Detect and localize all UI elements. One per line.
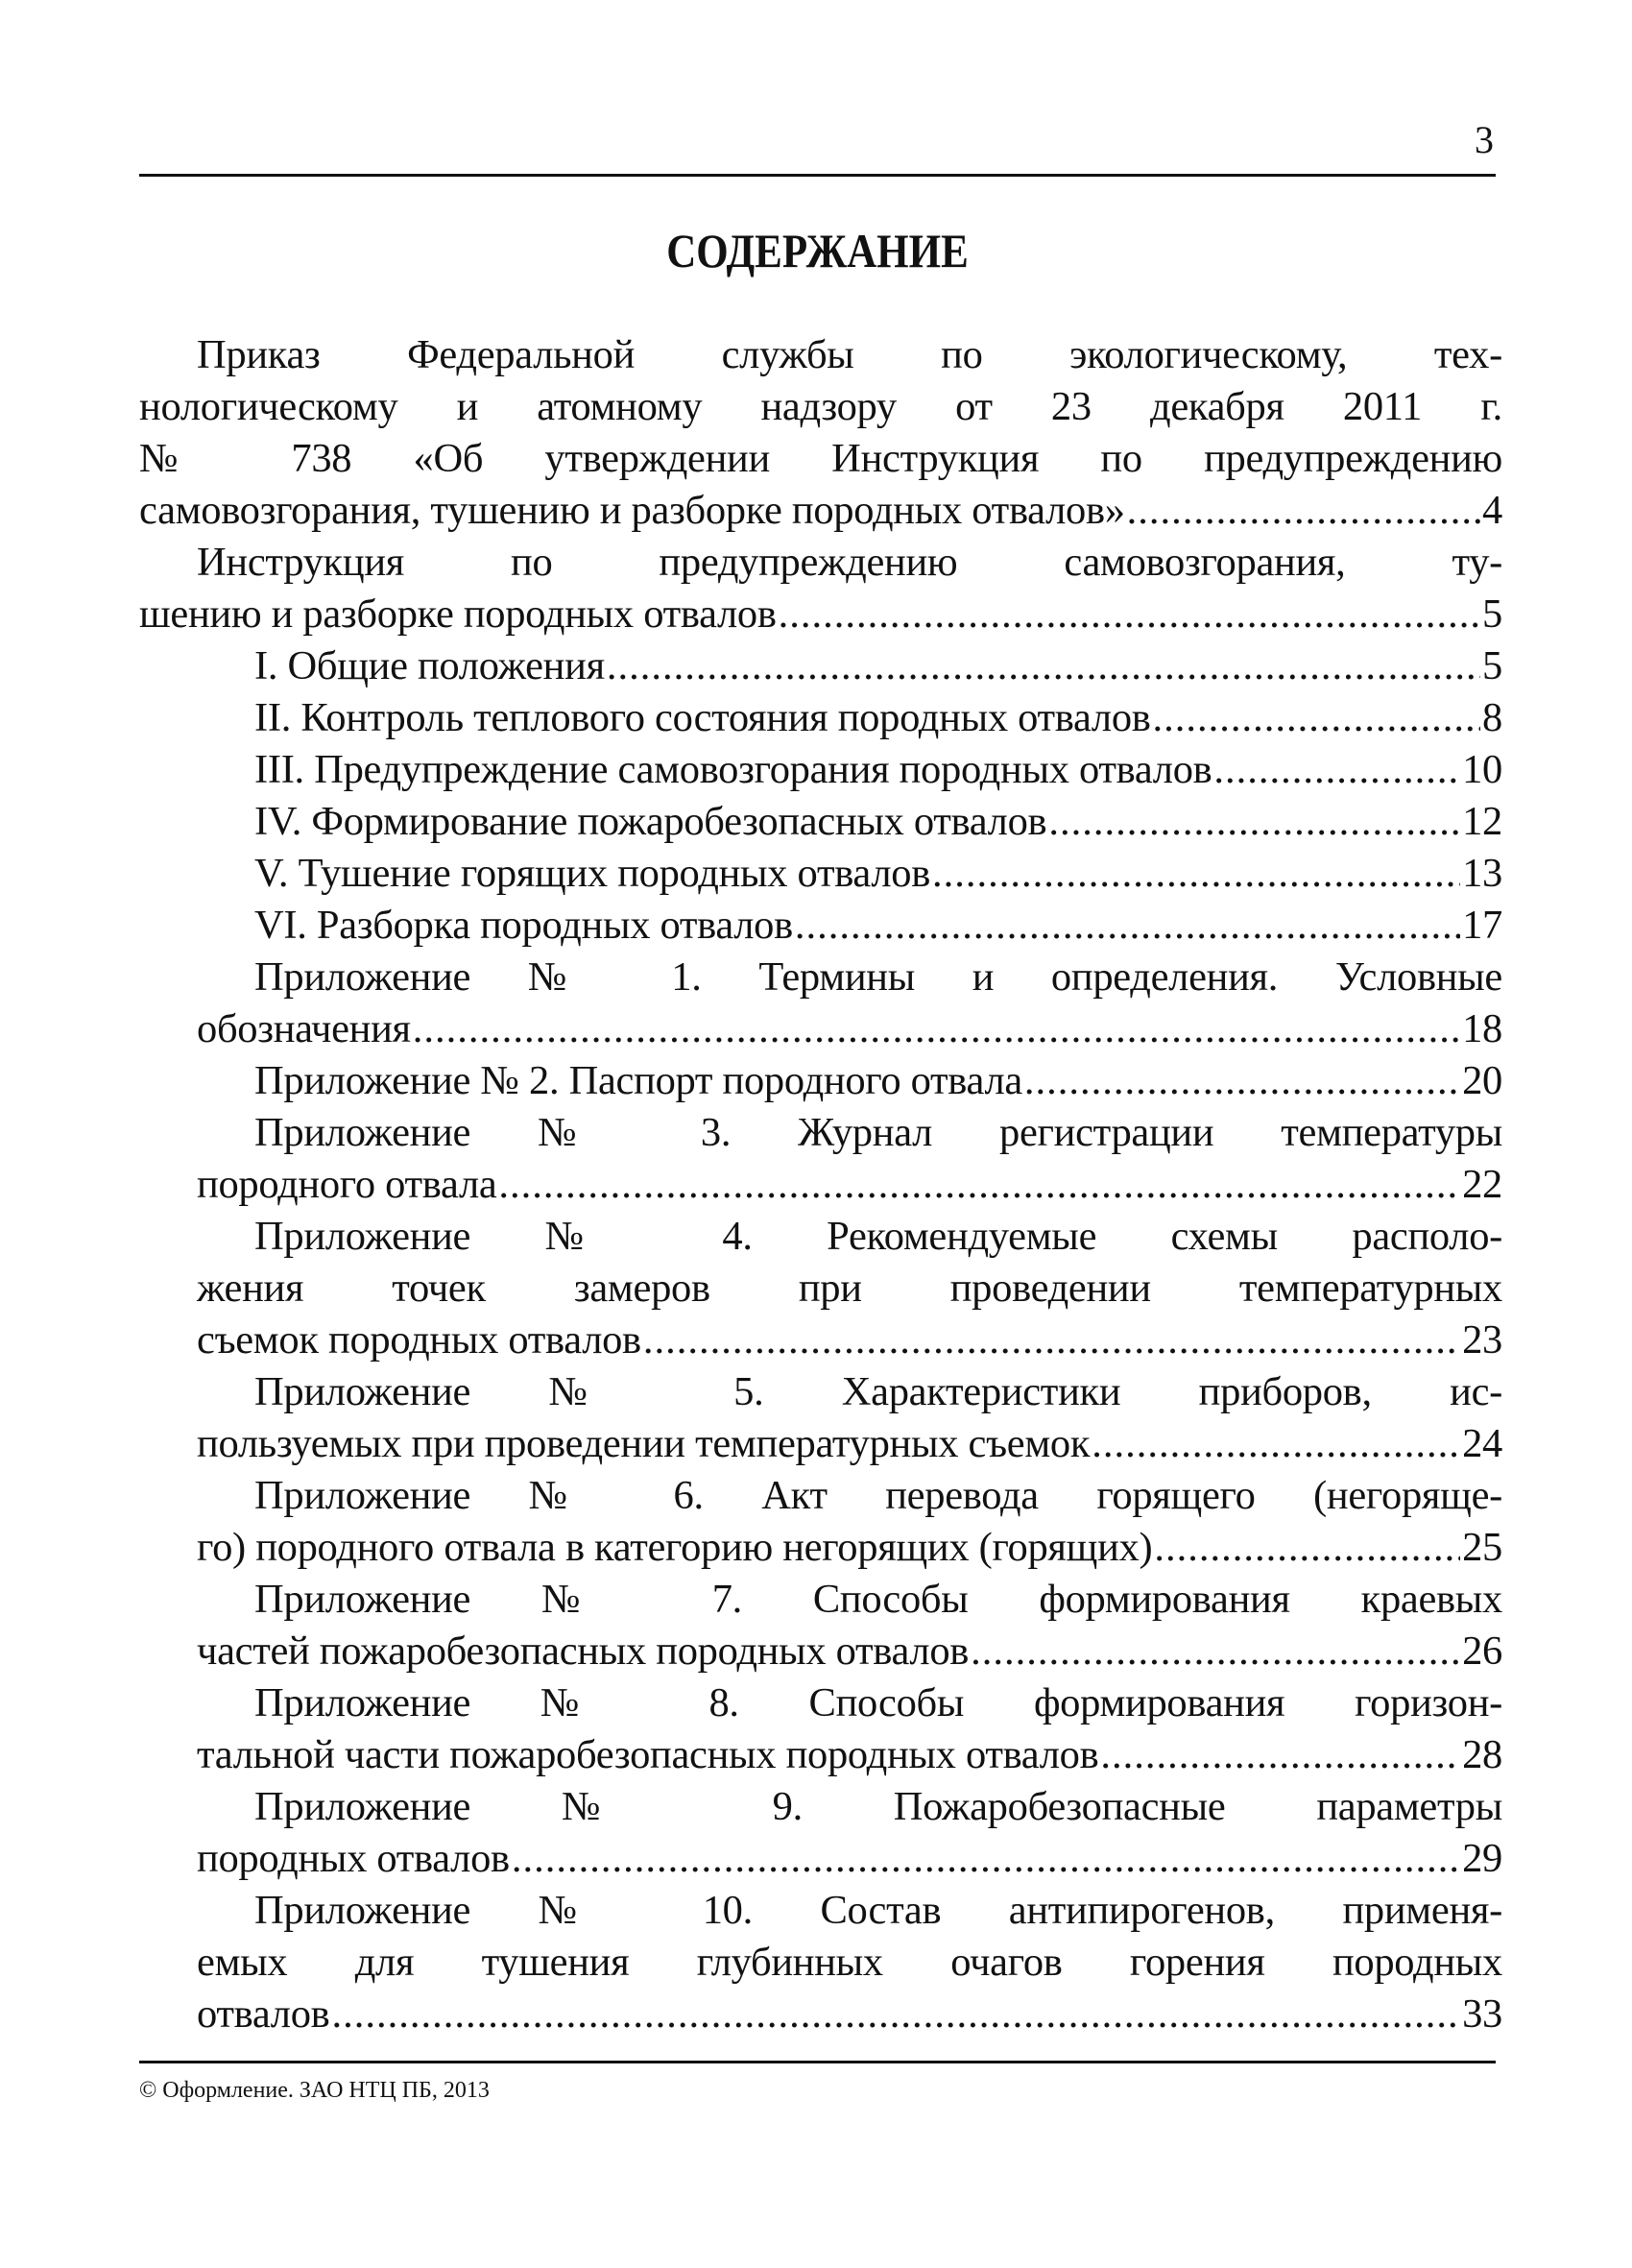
toc-entry-text: шению и разборке породных отвалов	[139, 591, 777, 637]
dot-leader	[779, 589, 1480, 640]
toc-entry-text: Приложение № 7. Способы формирования краевых	[254, 1577, 1502, 1622]
table-of-contents	[134, 329, 1502, 2040]
dot-leader	[795, 900, 1460, 952]
toc-entry-text: Приложение № 3. Журнал регистрации температуры	[254, 1110, 1502, 1155]
dot-leader	[413, 1003, 1460, 1055]
toc-entry-last-line	[134, 1315, 1502, 1366]
toc-entry[interactable]	[134, 1885, 1502, 2040]
toc-entry-text: V. Тушение горящих породных отвалов	[254, 851, 930, 896]
dot-leader	[971, 1626, 1460, 1677]
toc-page-number: 17	[1462, 903, 1502, 948]
toc-entry[interactable]	[134, 744, 1502, 796]
dot-leader	[1100, 1729, 1460, 1781]
toc-entry-line	[134, 1366, 1502, 1418]
toc-entry-text: Приложение № 5. Характеристики приборов, ис-	[254, 1369, 1502, 1414]
toc-entry[interactable]	[134, 1366, 1502, 1470]
toc-entry-line	[134, 1781, 1502, 1833]
page-title: СОДЕРЖАНИЕ	[666, 224, 969, 277]
toc-entry-last-line	[134, 1989, 1502, 2040]
toc-entry-text: тальной части пожаробезопасных породных отвалов	[197, 1732, 1099, 1777]
toc-entry-last-line	[134, 640, 1502, 692]
toc-entry-text: IV. Формирование пожаробезопасных отвалов	[254, 799, 1047, 844]
toc-entry-line	[134, 433, 1502, 485]
toc-entry-text: Приложение № 1. Термины и определения. Условные	[254, 954, 1502, 1000]
toc-page-number: 8	[1482, 695, 1502, 740]
toc-entry-line	[134, 1470, 1502, 1522]
toc-entry-line	[134, 1211, 1502, 1263]
dot-leader	[498, 1159, 1460, 1211]
toc-entry-text: пользуемых при проведении температурных съемок	[197, 1421, 1091, 1466]
toc-entry-last-line	[134, 1055, 1502, 1107]
toc-entry-text: породных отвалов	[197, 1836, 510, 1881]
toc-page-number: 5	[1482, 591, 1502, 637]
toc-entry[interactable]	[134, 1107, 1502, 1211]
toc-page-number: 12	[1462, 799, 1502, 844]
toc-entry-text: II. Контроль теплового состояния породных отвалов	[254, 695, 1151, 740]
dot-leader	[331, 1989, 1460, 2040]
toc-entry-text: Приложение № 2. Паспорт породного отвала	[254, 1058, 1022, 1103]
dot-leader	[932, 848, 1460, 900]
toc-entry[interactable]	[134, 900, 1502, 952]
footer-rule	[139, 2061, 1496, 2063]
toc-entry-text: Приложение № 10. Состав антипирогенов, применя-	[254, 1888, 1502, 1933]
toc-entry-last-line	[134, 1003, 1502, 1055]
toc-entry-last-line	[134, 848, 1502, 900]
toc-entry-line	[134, 952, 1502, 1003]
toc-page-number: 33	[1462, 1991, 1502, 2037]
toc-entry-last-line	[134, 796, 1502, 848]
header-rule	[139, 174, 1496, 177]
dot-leader	[1024, 1055, 1460, 1107]
toc-entry-text: Приложение № 6. Акт перевода горящего (негоряще-	[254, 1473, 1502, 1518]
toc-entry-last-line	[134, 1522, 1502, 1574]
dot-leader	[1213, 744, 1460, 796]
toc-entry[interactable]	[134, 1574, 1502, 1677]
toc-entry-text: породного отвала	[197, 1162, 497, 1207]
dot-leader	[1153, 692, 1481, 744]
toc-page-number: 5	[1482, 643, 1502, 688]
toc-entry-last-line	[134, 1626, 1502, 1677]
toc-entry[interactable]	[134, 329, 1502, 537]
toc-entry-text: нологическому и атомному надзору от 23 декабря 2011 г.	[139, 384, 1502, 429]
toc-entry-line	[134, 1937, 1502, 1989]
dot-leader	[1127, 485, 1480, 537]
toc-entry-last-line	[134, 1729, 1502, 1781]
toc-entry-text: съемок породных отвалов	[197, 1317, 641, 1363]
toc-entry-last-line	[134, 1159, 1502, 1211]
toc-entry-last-line	[134, 1833, 1502, 1885]
toc-entry-text: Приложение № 8. Способы формирования горизон-	[254, 1680, 1502, 1725]
toc-page-number: 28	[1462, 1732, 1502, 1777]
toc-entry-text: емых для тушения глубинных очагов горения породных	[197, 1940, 1502, 1985]
toc-entry[interactable]	[134, 952, 1502, 1055]
toc-entry-text: Инструкция по предупреждению самовозгорания, ту-	[197, 540, 1502, 585]
toc-page-number: 4	[1482, 488, 1502, 533]
dot-leader	[607, 640, 1480, 692]
copyright-notice: © Оформление. ЗАО НТЦ ПБ, 2013	[139, 2078, 490, 2103]
toc-entry-text: го) породного отвала в категорию негорящих (горящих)	[197, 1525, 1153, 1570]
toc-entry-last-line	[134, 744, 1502, 796]
toc-entry[interactable]	[134, 640, 1502, 692]
toc-entry-text: обозначения	[197, 1006, 411, 1051]
toc-entry-line	[134, 1885, 1502, 1937]
toc-page-number: 26	[1462, 1629, 1502, 1674]
toc-page-number: 25	[1462, 1525, 1502, 1570]
toc-entry[interactable]	[134, 1677, 1502, 1781]
dot-leader	[1092, 1418, 1460, 1470]
toc-entry-text: отвалов	[197, 1991, 330, 2037]
toc-entry[interactable]	[134, 796, 1502, 848]
toc-entry-text: Приказ Федеральной службы по экологическому, тех-	[197, 332, 1502, 377]
toc-entry-line	[134, 1263, 1502, 1315]
toc-entry-text: VI. Разборка породных отвалов	[254, 903, 793, 948]
toc-page-number: 20	[1462, 1058, 1502, 1103]
toc-page-number: 22	[1462, 1162, 1502, 1207]
dot-leader	[512, 1833, 1460, 1885]
toc-entry[interactable]	[134, 1470, 1502, 1574]
toc-entry[interactable]	[134, 1781, 1502, 1885]
toc-entry-text: Приложение № 9. Пожаробезопасные параметры	[254, 1784, 1502, 1829]
toc-page-number: 10	[1462, 747, 1502, 792]
toc-entry-text: № 738 «Об утверждении Инструкция по предупреждению	[139, 436, 1502, 481]
dot-leader	[1154, 1522, 1460, 1574]
toc-entry-last-line	[134, 485, 1502, 537]
toc-entry-line	[134, 1574, 1502, 1626]
dot-leader	[643, 1315, 1460, 1366]
toc-page-number: 24	[1462, 1421, 1502, 1466]
toc-entry-line	[134, 1677, 1502, 1729]
toc-entry-text: I. Общие положения	[254, 643, 605, 688]
toc-page-number: 29	[1462, 1836, 1502, 1881]
toc-entry-text: III. Предупреждение самовозгорания породных отвалов	[254, 747, 1212, 792]
toc-entry-last-line	[134, 900, 1502, 952]
toc-page-number: 18	[1462, 1006, 1502, 1051]
toc-entry-text: самовозгорания, тушению и разборке породных отвалов»	[139, 488, 1125, 533]
toc-entry-last-line	[134, 692, 1502, 744]
toc-entry-line	[134, 381, 1502, 433]
toc-entry-last-line	[134, 589, 1502, 640]
toc-entry-text: жения точек замеров при проведении температурных	[197, 1266, 1502, 1311]
page-number: 3	[1475, 118, 1494, 161]
toc-entry-text: частей пожаробезопасных породных отвалов	[197, 1629, 970, 1674]
toc-entry[interactable]	[134, 1211, 1502, 1366]
toc-entry[interactable]	[134, 1055, 1502, 1107]
toc-page-number: 13	[1462, 851, 1502, 896]
toc-entry-line	[134, 329, 1502, 381]
toc-entry[interactable]	[134, 848, 1502, 900]
toc-entry[interactable]	[134, 692, 1502, 744]
toc-entry-line	[134, 1107, 1502, 1159]
toc-entry-text: Приложение № 4. Рекомендуемые схемы располо-	[254, 1214, 1502, 1259]
toc-entry-line	[134, 537, 1502, 589]
toc-entry-last-line	[134, 1418, 1502, 1470]
toc-entry[interactable]	[134, 537, 1502, 640]
toc-page-number: 23	[1462, 1317, 1502, 1363]
dot-leader	[1048, 796, 1460, 848]
